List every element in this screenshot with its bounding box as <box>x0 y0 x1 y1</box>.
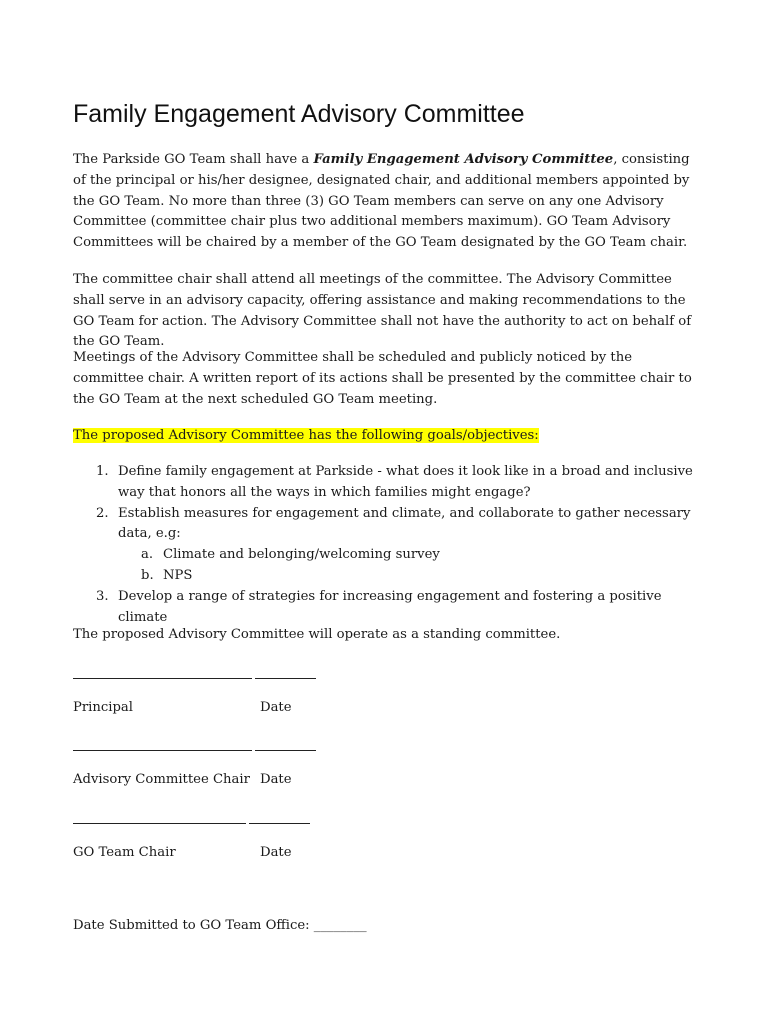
meetings-paragraph: Meetings of the Advisory Committee shall be scheduled and publicly noticed by the committee chair. A written report of its actions shall be presented by the committee chair to the GO Team at the next scheduled GO Team meeting. <box>73 350 692 407</box>
intro-text-rest: , consisting of the principal or his/her designee, designated chair, and additional members appointed by the GO Team. No more than three (3) GO Team members can serve on any one Advisory Committee (committee chair plus two additional members maximum). GO Team Advisory Committees will be chaired by a member of the GO Team designated by the GO Team chair. <box>73 152 690 251</box>
goal-text: Develop a range of strategies for increasing engagement and fostering a positive climate <box>118 588 662 625</box>
intro-paragraph <box>73 150 703 254</box>
goal-number: 1. <box>96 464 109 479</box>
sub-goal-letter: a. <box>141 547 154 563</box>
sub-goal-item <box>118 566 703 587</box>
goal-item <box>73 462 703 504</box>
go-team-chair-date-line[interactable] <box>249 823 310 824</box>
sub-goal-text: NPS <box>163 567 193 583</box>
sub-goal-item <box>118 545 703 566</box>
goal-sublist <box>118 545 703 587</box>
chair-paragraph: The committee chair shall attend all meetings of the committee. The Advisory Committee shall serve in an advisory capacity, offering assistance and making recommendations to the GO Team for action. The Advisory Committee shall not have the authority to act on behalf of the GO Team. <box>73 272 692 350</box>
principal-date-label: Date <box>260 700 292 715</box>
goal-text: Establish measures for engagement and climate, and collaborate to gather necessary data, e.g: <box>118 505 691 542</box>
document-title: Family Engagement Advisory Committee <box>73 100 525 128</box>
goal-number: 3. <box>96 588 109 604</box>
advisory-chair-signature-line[interactable] <box>73 750 252 751</box>
goal-item <box>73 587 703 629</box>
go-team-chair-label: GO Team Chair <box>73 845 176 860</box>
standing-committee-note: The proposed Advisory Committee will operate as a standing committee. <box>73 627 561 642</box>
goals-heading-highlight: The proposed Advisory Committee has the following goals/objectives: <box>73 428 539 443</box>
committee-name: Family Engagement Advisory Committee <box>313 152 614 167</box>
goal-number: 2. <box>96 505 109 521</box>
sub-goal-text: Climate and belonging/welcoming survey <box>163 547 440 563</box>
advisory-chair-label: Advisory Committee Chair <box>73 772 250 787</box>
goal-item <box>73 504 703 587</box>
goal-text: Define family engagement at Parkside - what does it look like in a broad and inclusive way that honors all the ways in which families might engage? <box>118 464 693 500</box>
advisory-chair-date-label: Date <box>260 772 292 787</box>
go-team-chair-signature-line[interactable] <box>73 823 246 824</box>
sub-goal-letter: b. <box>141 567 154 583</box>
date-submitted-field[interactable]: Date Submitted to GO Team Office: ________ <box>73 918 367 933</box>
principal-date-line[interactable] <box>255 678 316 679</box>
principal-label: Principal <box>73 700 134 715</box>
intro-text-start: The Parkside GO Team shall have a <box>73 152 314 167</box>
principal-signature-line[interactable] <box>73 678 252 679</box>
goals-heading <box>73 426 703 447</box>
goals-list <box>73 462 703 628</box>
advisory-chair-date-line[interactable] <box>255 750 316 751</box>
go-team-chair-date-label: Date <box>260 845 292 860</box>
